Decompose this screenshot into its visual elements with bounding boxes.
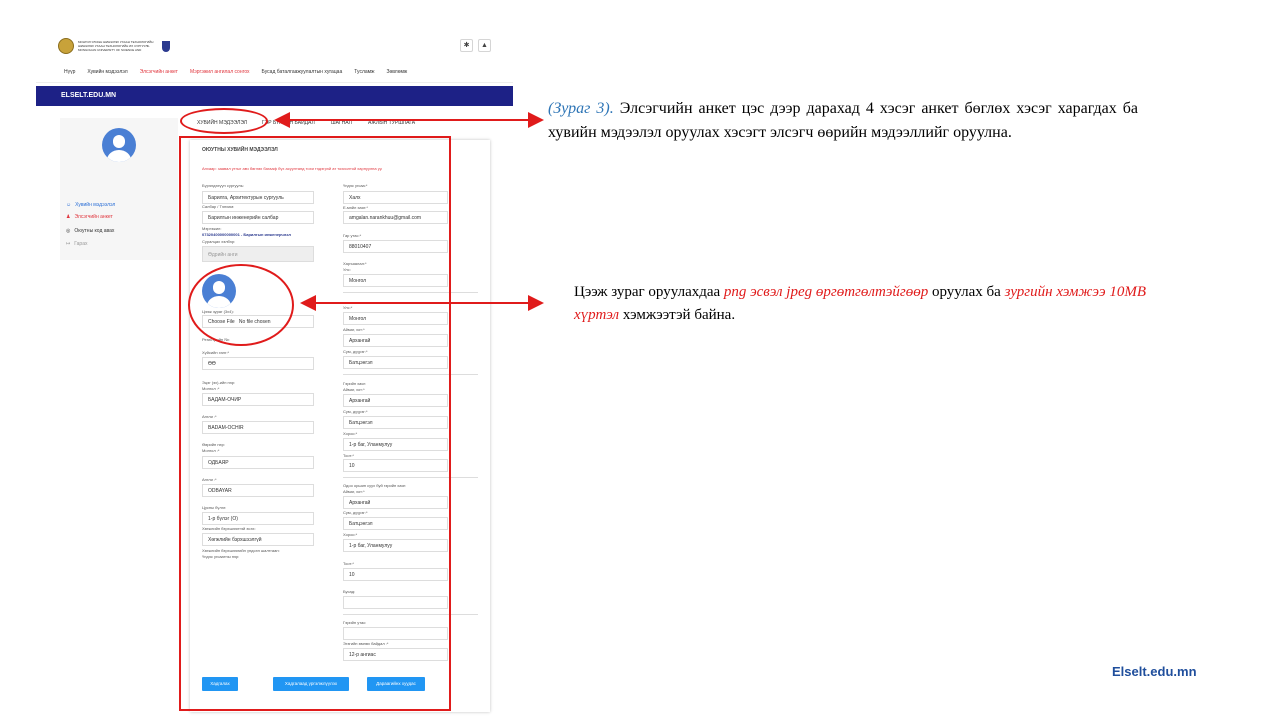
parent-name-mn-input[interactable]: БАДАМ-ОЧИР — [202, 393, 314, 406]
email-field[interactable]: amgalan.narankhuu@gmail.com — [343, 211, 448, 224]
caption-text: Элсэгчийн анкет цэс дээр дарахад 4 хэсэг анкет бөглөх хэсэг харагдах ба хувийн мэдээлэл оруулах хэсэгт элсэгч өөрийн мэдээллийг оруулна. — [548, 100, 1139, 141]
school-select[interactable]: Барилга, Архитектурын сургууль — [202, 191, 314, 204]
parent-name-label: Эцэг (эх)-ийн нэр: — [202, 380, 236, 385]
logout-icon: ↦ — [66, 241, 71, 247]
emblem-icon — [58, 38, 74, 54]
birth-sum-select[interactable]: Батцэнгэл — [343, 356, 448, 369]
study-form-label: Суралцах хэлбэр: — [202, 239, 236, 244]
nav-personal-info[interactable]: Хувийн мэдээлэл — [87, 69, 128, 75]
ethnicity-label: Үндэс угсаатны нэр: — [202, 554, 240, 559]
current-street-input[interactable]: 1-р баг, Уланмулуу — [343, 539, 448, 552]
sidebar-item-personal-info[interactable]: ☺ Хувийн мэдээлэл — [66, 202, 116, 208]
citizenship-label: Харъяалал:* — [343, 261, 367, 266]
tab-family[interactable]: ГЭР БҮЛИЙН БАЙДАЛ — [262, 120, 315, 126]
citizenship-select[interactable]: Монгол — [343, 274, 448, 287]
save-continue-button[interactable]: Хадгалаад үргэлжлүүлэх — [273, 677, 349, 691]
home-aimag-label: Аймаг, хот:* — [343, 387, 365, 392]
next-page-button[interactable]: Дараагийнх хуудас — [367, 677, 425, 691]
main-nav — [64, 69, 407, 75]
birth-country-select[interactable]: Монгол — [343, 312, 448, 325]
caption-form-description — [548, 97, 1138, 145]
first-name-en-label: Англи :* — [202, 477, 217, 482]
site-banner: ELSELT.EDU.MN — [36, 86, 513, 106]
shield-icon — [162, 41, 170, 52]
register-label: Регистрийн №: — [202, 337, 230, 342]
current-number-label: Тоот:* — [343, 561, 354, 566]
home-sum-select[interactable]: Батцэнгэл — [343, 416, 448, 429]
nav-help[interactable]: Тусламж — [354, 69, 375, 75]
phone-field[interactable]: 88010407 — [343, 240, 448, 253]
save-button[interactable]: Хадгалах — [202, 677, 238, 691]
current-sum-label: Сум, дүүрэг:* — [343, 510, 368, 515]
person-icon: ♟ — [66, 214, 71, 220]
home-number-input[interactable]: 10 — [343, 459, 448, 472]
university-logo[interactable] — [58, 36, 178, 56]
first-name-en-input[interactable]: ODBAYAR — [202, 484, 314, 497]
citizenship-country-label: Улс: — [343, 267, 351, 272]
home-phone-label: Гэрийн утас: — [343, 620, 367, 625]
annotation-arrows — [270, 105, 550, 315]
site-url: Elselt.edu.mn — [1112, 664, 1197, 679]
disability-label: Хөгжлийн бэрхшээлтэй эсэх: — [202, 526, 256, 531]
current-number-input[interactable]: 10 — [343, 568, 448, 581]
tab-personal-info[interactable]: ХУВИЙН МЭДЭЭЛЭЛ — [197, 120, 248, 126]
school-label: Бүрэлдэхүүн сургууль: — [202, 183, 244, 188]
dept-label: Салбар / Тэнхим: — [202, 204, 235, 209]
form-note: Анхаар: заавал утгыг авч бөглөх багааф бүх асуултанд тохи тэдэгрэй ат тохиолтой харнуулна уу. — [202, 166, 383, 171]
user-icon: ☺ — [66, 202, 72, 208]
nationality-select[interactable]: Халх — [343, 191, 448, 204]
blood-type-select[interactable]: 1-р бүлэг (O) — [202, 512, 314, 525]
no-file-text: No file chosen — [238, 319, 271, 325]
choose-file-button[interactable]: Choose File — [208, 319, 235, 325]
sidebar-avatar — [102, 128, 136, 162]
education-label: Эгэгийн өмнөх байдал :* — [343, 641, 389, 646]
email-label: Е-мэйл хаяг:* — [343, 205, 368, 210]
home-address-label: Гэрийн хаяг: — [343, 381, 367, 386]
parent-name-en-input[interactable]: BADAM-OCHIR — [202, 421, 314, 434]
first-name-mn-input[interactable]: ОДБАЯР — [202, 456, 314, 469]
birth-aimag-label: Аймаг, хот:* — [343, 327, 365, 332]
home-number-label: Тоот:* — [343, 453, 354, 458]
tab-highlight-ellipse — [180, 108, 268, 134]
current-aimag-select[interactable]: Архангай — [343, 496, 448, 509]
tab-awards[interactable]: ШАГНАЛ — [331, 120, 352, 126]
home-aimag-select[interactable]: Архангай — [343, 394, 448, 407]
gender-field[interactable]: ӨӨ — [202, 357, 314, 370]
study-form-field: Өдрийн анги — [202, 246, 314, 262]
home-street-label: Хороо:* — [343, 431, 358, 436]
current-aimag-label: Аймаг, хот:* — [343, 489, 365, 494]
figure-reference: (Зураг 3). — [548, 100, 614, 117]
tab-work-experience[interactable]: АЖЛЫН ТУРШЛАГА — [368, 120, 416, 126]
dept-select[interactable]: Барилгын инженерийн салбар — [202, 211, 314, 224]
birth-aimag-select[interactable]: Архангай — [343, 334, 448, 347]
birth-sum-label: Сум, дүүрэг:* — [343, 349, 368, 354]
disability-reason-label: Хөгжлийн бэрхшээлийн үндсэн шалтгаан: — [202, 548, 280, 553]
education-select[interactable]: 12-р ангиас — [343, 648, 448, 661]
disability-select[interactable]: Хөгжлийн бэрхшээлгүй — [202, 533, 314, 546]
current-address-label: Одоо оршин суух буй гэрийн хаяг: — [343, 483, 407, 488]
gender-label: Хүйсийн хэлг:* — [202, 350, 230, 355]
blood-type-label: Цусны бүлэг: — [202, 505, 227, 510]
major-label: Мэргэжил: — [202, 226, 222, 231]
birth-country-label: Улс:* — [343, 305, 353, 310]
caption-photo-description: Цээж зураг оруулахдаа png эсвэл jpeg өргөтгөлтэйгөөр оруулах ба зургийн хэмжээ 10MB хүртэл хэмжээтэй байна. — [574, 284, 1146, 323]
nav-applicant-form[interactable]: Элсэгчийн анкет — [139, 69, 178, 75]
sidebar-item-logout[interactable]: ↦ Гарах — [66, 241, 88, 247]
sidebar-item-student-code[interactable]: ◎ Оюутны код авах — [66, 228, 115, 234]
settings-icon[interactable]: ✱ — [460, 39, 473, 52]
current-sum-select[interactable]: Батцэнгэл — [343, 517, 448, 530]
parent-name-mn-label: Монгол :* — [202, 386, 220, 391]
form-title: ОЮУТНЫ ХУВИЙН МЭДЭЭЛЭЛ — [202, 147, 278, 153]
nav-advice[interactable]: Зөвлөмж — [386, 69, 408, 75]
first-name-mn-label: Монгол :* — [202, 448, 220, 453]
first-name-label: Өөрийн нэр: — [202, 442, 225, 447]
nav-other-deadline[interactable]: Бусад баталгаажуулалтын хугацаа — [261, 69, 343, 75]
nav-divider — [36, 82, 513, 83]
code-icon: ◎ — [66, 228, 71, 234]
nav-home[interactable]: Нүүр — [64, 69, 76, 75]
logo-text: МОНГОЛ УЛСЫН ШИНЖЛЭХ УХААН ТЕХНОЛОГИЙН ШИНЖЛЭХ УХААН ТЕХНОЛОГИЙН ИХ СУРГУУЛЬ MONGOLIAN UNIVERSITY OF SCIENCE AND — [78, 40, 154, 52]
home-sum-label: Сум, дүүрэг:* — [343, 409, 368, 414]
major-value: 07320400000000001 - Барилгын инженерчлэл — [202, 232, 291, 237]
current-street-label: Хороо:* — [343, 532, 358, 537]
nationality-label: Үндэс угсаа:* — [343, 183, 368, 188]
nav-major-select[interactable]: Мэргэжил ангилал сонгох — [189, 69, 250, 75]
sidebar-item-applicant-form[interactable]: ♟ Элсэгчийн анкет — [66, 214, 113, 220]
home-street-input[interactable]: 1-р баг, Уланмулуу — [343, 438, 448, 451]
parent-name-en-label: Англи :* — [202, 414, 217, 419]
other-label: Бусад: — [343, 589, 356, 594]
phone-label: Гар утас:* — [343, 233, 362, 238]
photo-label: Цээж зураг (3х4): — [202, 309, 234, 314]
user-icon[interactable]: ▲ — [478, 39, 491, 52]
